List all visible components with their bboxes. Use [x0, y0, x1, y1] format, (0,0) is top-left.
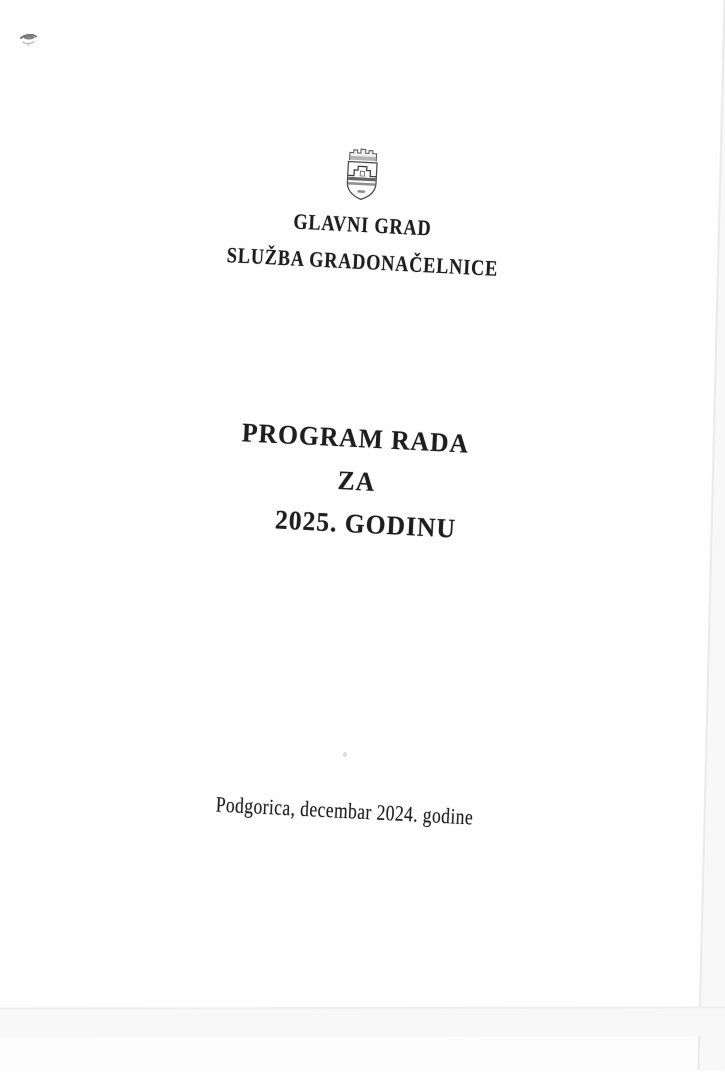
- place-date-line: Podgorica, decembar 2024. godine: [215, 791, 474, 830]
- org-name-line1: GLAVNI GRAD: [292, 208, 433, 241]
- coat-of-arms-icon: [339, 145, 384, 207]
- scan-edge-bottom: [0, 1006, 725, 1037]
- doc-title-line2: ZA: [336, 465, 376, 497]
- scan-smudge-mark: [18, 32, 40, 48]
- doc-title-line3: 2025. GODINU: [274, 504, 457, 544]
- org-name-line2: SLUŽBA GRADONAČELNICE: [226, 242, 499, 281]
- doc-title-line1: PROGRAM RADA: [241, 417, 470, 459]
- scan-speck: [343, 752, 347, 757]
